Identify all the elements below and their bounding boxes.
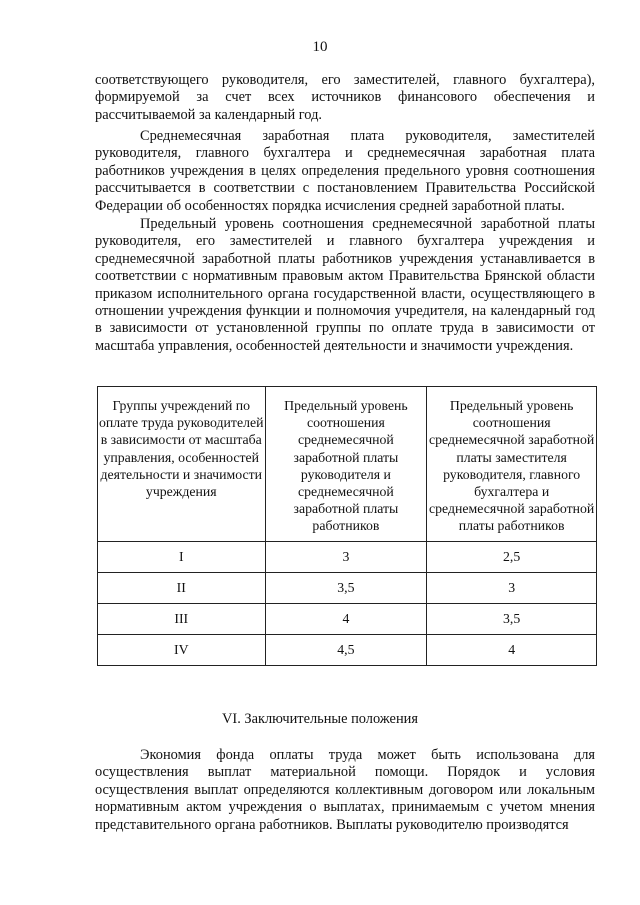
cell-group: III	[98, 603, 266, 634]
header-head-ratio: Предельный уровень соотношения среднемесячной заработной платы руководителя и среднемесячной заработной платы работников	[265, 387, 427, 542]
cell-deputy-ratio: 2,5	[427, 541, 597, 572]
cell-deputy-ratio: 4	[427, 634, 597, 665]
cell-head-ratio: 3	[265, 541, 427, 572]
section-title: VI. Заключительные положения	[222, 711, 418, 727]
cell-group: I	[98, 541, 266, 572]
cell-head-ratio: 4	[265, 603, 427, 634]
cell-head-ratio: 3,5	[265, 572, 427, 603]
page-number: 10	[312, 39, 328, 55]
table-row	[98, 603, 597, 634]
salary-ratio-table	[97, 386, 597, 666]
cell-group: II	[98, 572, 266, 603]
paragraph-ratio-limit: Предельный уровень соотношения среднемесячной заработной платы руководителя, его заместителей и главного бухгалтера учреждения и среднемесячной заработной платы работников учреждения устанавливается в соответствии с нормативным правовым актом Правительства Брянской области приказом исполнительного органа государственной власти, осуществляющего в отношении учреждения функции и полномочия учредителя, на календарный год в зависимости от установленной группы по оплате труда в зависимости от масштаба управления, особенностей деятельности и значимости учреждения.	[95, 216, 595, 354]
paragraph-average-salary: Среднемесячная заработная плата руководителя, заместителей руководителя, главного бухгалтера и среднемесячная заработная плата работников учреждения в целях определения предельного уровня соотношения рассчитывается в соответствии с постановлением Правительства Российской Федерации об особенностях порядка исчисления средней заработной платы.	[95, 128, 595, 214]
cell-deputy-ratio: 3	[427, 572, 597, 603]
header-groups: Группы учреждений по оплате труда руководителей в зависимости от масштаба управления, особенностей деятельности и значимости учреждения	[98, 387, 266, 542]
cell-head-ratio: 4,5	[265, 634, 427, 665]
table-row	[98, 572, 597, 603]
table-row	[98, 541, 597, 572]
header-deputy-ratio: Предельный уровень соотношения среднемесячной заработной платы заместителя руководителя, главного бухгалтера и среднемесячной заработной платы работников	[427, 387, 597, 542]
paragraph-fund-savings: Экономия фонда оплаты труда может быть использована для осуществления выплат материальной помощи. Порядок и условия осуществления выплат определяются коллективным договором или локальным нормативным актом учреждения о выплатах, принимаемым с учетом мнения представительного органа работников. Выплаты руководителю производятся	[95, 747, 595, 833]
paragraph-salary-sources: соответствующего руководителя, его заместителей, главного бухгалтера), формируемой за счет всех источников финансового обеспечения и рассчитываемой за календарный год.	[95, 72, 595, 123]
cell-group: IV	[98, 634, 266, 665]
table-header-row	[98, 387, 597, 542]
table-row	[98, 634, 597, 665]
cell-deputy-ratio: 3,5	[427, 603, 597, 634]
